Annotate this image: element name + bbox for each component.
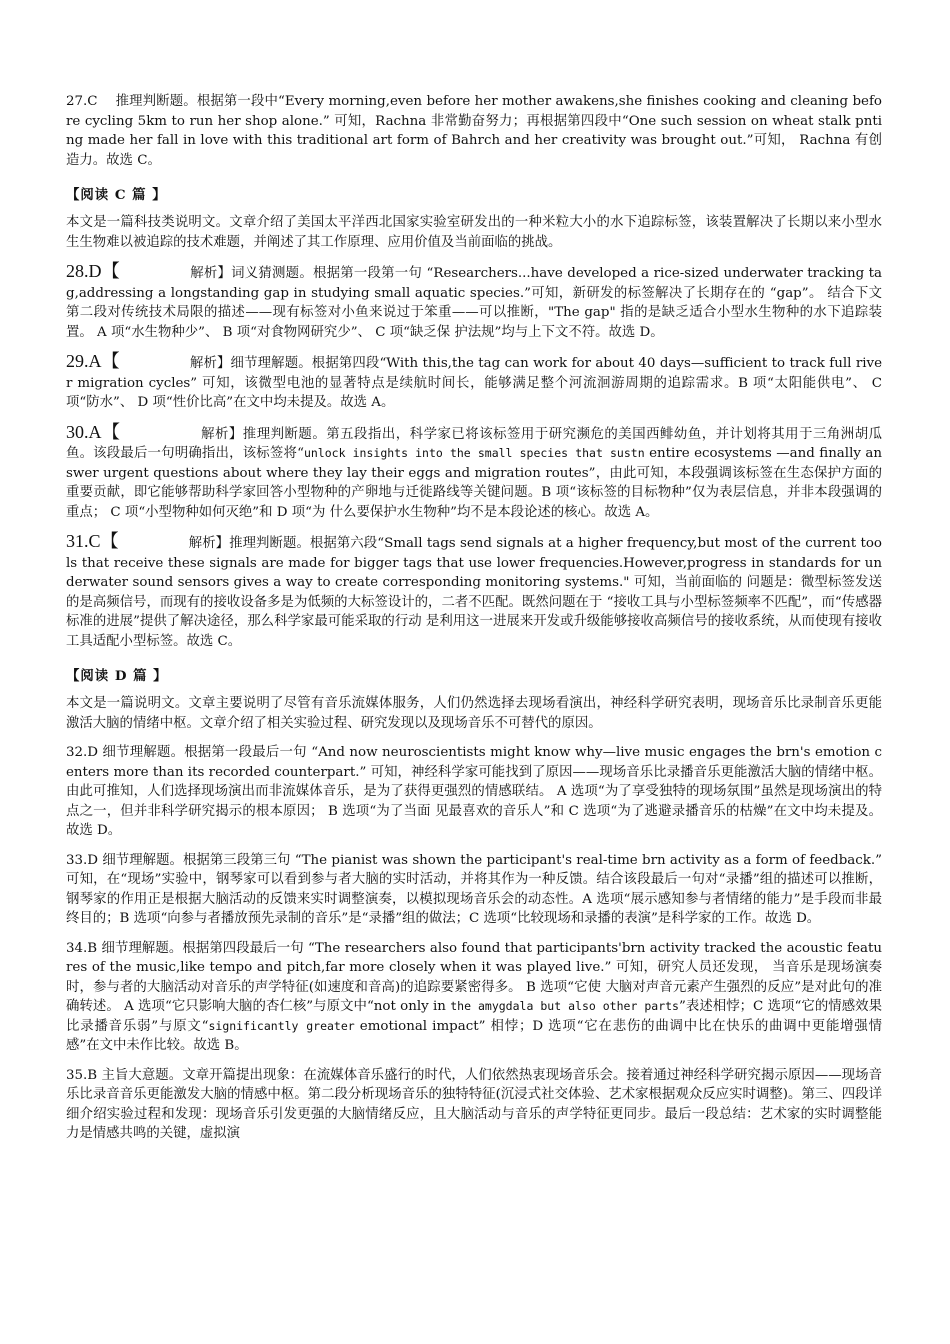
answer-28-text: 解析】词义猜测题。根据第一段第一句 “Researchers...have developed a rice-sized underwater tracking tag,addressing a longstanding gap in studying small aquatic species.”可知，新研发的标签解决了长期存在的 “gap”。 结合下文第二段对传统技术局限的描述——现有标签对小鱼来说过于笨重——可以推断，"The gap" 指的是缺乏适合小型水生物种的水下追踪装置。 A 项“水生物种少”、 B 项“对食物网研究少”、 C 项“缺乏保 护法规”均与上下文不符。故选 D。 xyxy=(66,266,883,340)
answer-29-text: 解析】细节理解题。根据第四段“With this,the tag can work for about 40 days—sufficient to track full river migration cycles” 可知，该微型电池的显著特点是续航时间长，能够满足整个河流洄游周期的追踪需求。B 项“太阳能供电”、 C 项“防水”、 D 项“性价比高”在文中均未提及。故选 A。 xyxy=(66,356,882,410)
answer-28 xyxy=(66,262,882,342)
passage-d-summary: 本文是一篇说明文。文章主要说明了尽管有音乐流媒体服务，人们仍然选择去现场看演出，神经科学研究表明，现场音乐比录制音乐更能激活大脑的情绪中枢。文章介绍了相关实验过程、研究发现以及现场音乐不可替代的原因。 xyxy=(66,696,882,731)
answer-27: 27.C 推理判断题。根据第一段中“Every morning,even before her mother awakens,she finishes cooking and cleaning before cycling 5km to run her shop alone.” 可知，Rachna 非常勤奋努力；再根据第四段中“One such session on wheat stalk pnting made her fall in love with this traditional art form of Bahrch and her creativity was brought out.”可知， Rachna 有创造力。故选 C。 xyxy=(66,94,882,168)
answer-30-number: 30.A【 xyxy=(66,421,121,442)
answer-28-number: 28.D【 xyxy=(66,261,120,281)
answer-35: 35.B 主旨大意题。文章开篇提出现象：在流媒体音乐盛行的时代，人们依然热衷现场音乐会。接着通过神经科学研究揭示原因——现场音乐比录音音乐更能激发大脑的情感中枢。第二段分析现场音乐的独特特征(沉浸式社交体验、艺术家根据观众反应实时调整)。第三、四段详细介绍实验过程和发现：现场音乐引发更强的大脑情绪反应，且大脑活动与音乐的声学特征更同步。最后一段总结：艺术家的实时调整能力是情感共鸣的关键，虚拟演 xyxy=(66,1067,882,1141)
answer-34-text-c: emotional impact” 相悖；D 选项“它在悲伤的曲调中比在快乐的曲调中更能增强情感”在文中未作比较。故选 B。 xyxy=(66,1018,882,1053)
section-heading-d: 【阅读 D 篇 】 xyxy=(66,668,168,684)
answer-29 xyxy=(66,352,882,413)
passage-c-summary: 本文是一篇科技类说明文。文章介绍了美国太平洋西北国家实验室研发出的一种米粒大小的水下追踪标签，该装置解决了长期以来小型水生生物难以被追踪的技术难题，并阐述了其工作原理、应用价值及当前面临的挑战。 xyxy=(66,215,882,250)
answer-31-number: 31.C【 xyxy=(66,531,119,551)
answer-30-quote: unlock insights into the small species that sustn xyxy=(303,446,645,460)
answer-32: 32.D 细节理解题。根据第一段最后一句 “And now neuroscientists might know why—live music engages the brn's emotion centers more than its recorded counterpart.” 可知，神经科学家可能找到了原因——现场音乐比录播音乐更能激活大脑的情绪中枢。由此可推知，人们选择现场演出而非流媒体音乐，是为了获得更强烈的情感联结。 A 选项“为了享受独特的现场氛围”虽然是现场演出的特点之一，但并非科学研究揭示的根本原因； B 选项“为了当面 见最喜欢的音乐人”和 C 选项“为了逃避录播音乐的枯燥”在文中均未提及。故选 D。 xyxy=(66,745,882,838)
answer-31-text: 解析】推理判断题。根据第六段“Small tags send signals at a higher frequency,but most of the current tools that receive these signals are made for bigger tags that use lower frequencies.However,progress in standards for underwater sound sensors gives a way to create corresponding monitoring systems." 可知，当前面临的 问题是：微型标签发送的是高频信号，而现有的接收设备多是为低频的大标签设计的，二者不匹配。既然问题在于 “接收工具与小型标签频率不匹配”，而“传感器标准的进展”提供了解决途径，那么科学家最可能采取的行动 是利用这一进展来开发或升级能够接收高频信号的接收系统，从而使现有接收工具适配小型标签。故选 C。 xyxy=(66,536,882,649)
answer-33: 33.D 细节理解题。根据第三段第三句 “The pianist was shown the participant's real-time brn activity as a form of feedback.” 可知，在“现场”实验中，钢琴家可以看到参与者大脑的实时活动，并将其作为一种反馈。结合该段最后一句对“录播”组的描述可以推断，钢琴家的作用正是根据大脑活动的反馈来实时调整演奏，以模拟现场音乐会的动态性。A 选项“展示感知参与者情绪的能力”是手段而非最终目的；B 选项“向参与者播放预先录制的音乐”是“录播”组的做法；C 选项“比较现场和录播的表演”是科学家的工作。故选 D。 xyxy=(66,852,882,926)
answer-30-text-a: 解析】推理判断题。第五段指出，科学家已将该标签用于研究濒危的美国西鲱幼鱼，并计划将其用于三角洲胡瓜鱼。该段最后一句明确指出，该标签将“ xyxy=(66,426,883,461)
answer-key-page xyxy=(66,92,882,1144)
answer-34-quote-2: significantly greater xyxy=(208,1018,355,1033)
answer-34-quote-1: the amygdala but also other parts xyxy=(450,999,679,1013)
answer-29-number: 29.A【 xyxy=(66,351,120,371)
answer-31 xyxy=(66,532,882,651)
answer-30-text-b: entire ecosystems —and finally answer urgent questions about where they lay their eggs and migration routes”，由此可知，本段强调该标签在生态保护方面的重要贡献，即它能够帮助科学家回答小型物种的产卵地与迁徙路线等关键问题。B 项“该标签的目标物种”仅为表层信息，并非本段强调的重点； C 项“小型物种如何灭绝”和 D 项“为 什么要保护水生物种”均不是本段论述的核心。故选 A。 xyxy=(66,446,882,520)
answer-34-text-a: 34.B 细节理解题。根据第四段最后一句 “The researchers also found that participants'brn activity tracked the acoustic features of the music,like tempo and pitch,far more closely when it was played live.” 可知，研究人员还发现， 当音乐是现场演奏时，参与者的大脑活动对音乐的声学特征(如速度和音高)的追踪要紧密得多。 B 选项“它使 大脑对声音元素产生强烈的反应”是对此句的准确转述。 A 选项“它只影响大脑的杏仁核”与原文中“not only in xyxy=(66,940,882,1014)
answer-30 xyxy=(66,423,882,523)
section-heading-c: 【阅读 C 篇 】 xyxy=(66,187,167,203)
answer-34 xyxy=(66,939,882,1056)
answer-34-text-b: ”表述相悖；C 选项“它的情感效果比录播音乐弱”与原文“ xyxy=(66,999,882,1034)
